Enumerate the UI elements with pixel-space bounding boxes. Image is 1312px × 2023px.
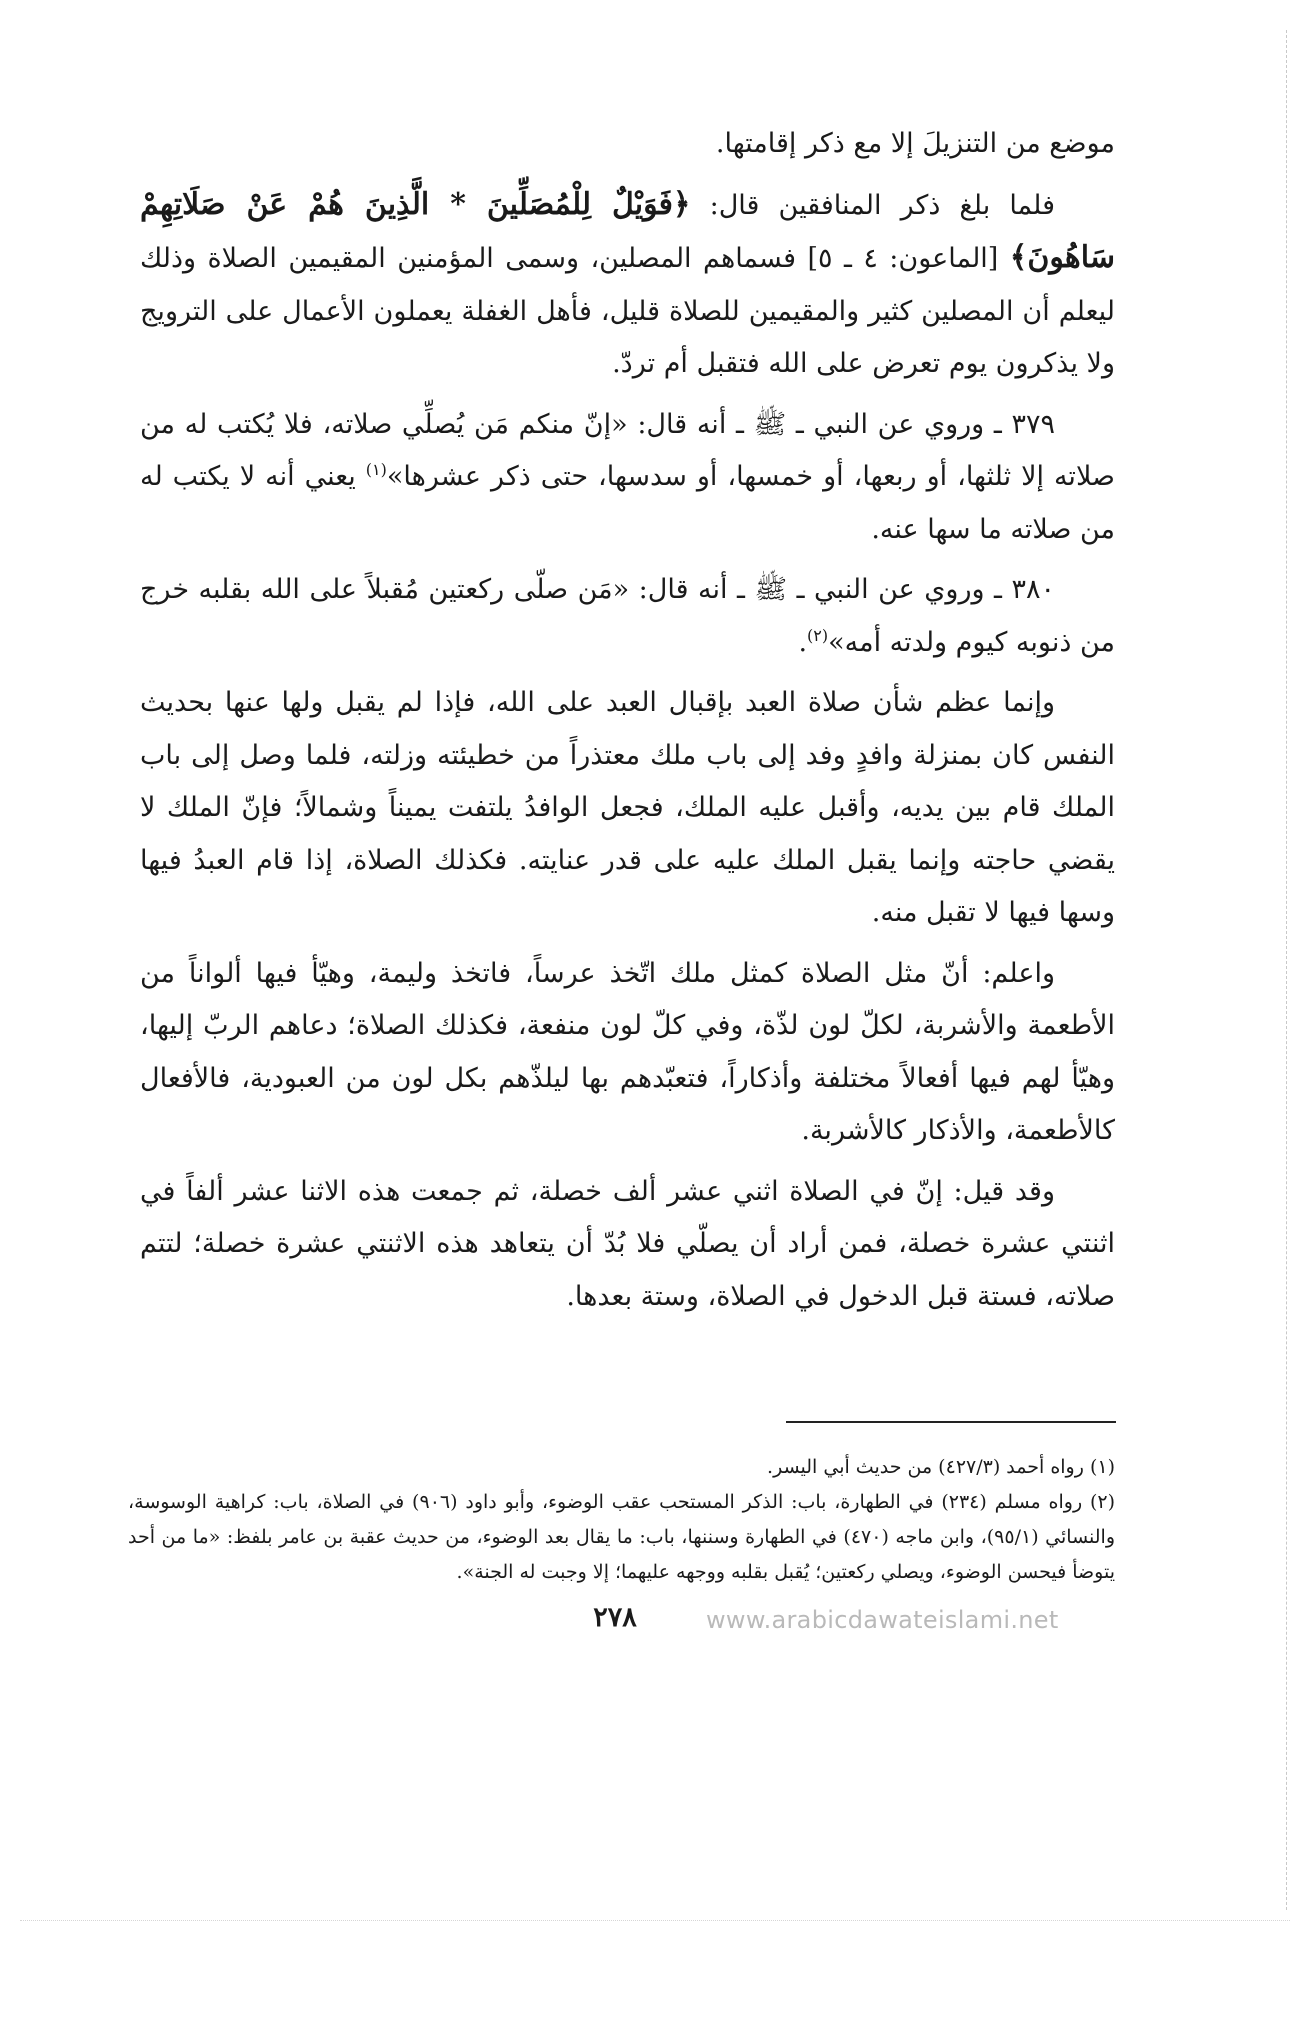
quran-verse: ﴿فَوَيْلٌ لِلْمُصَلِّينَ * الَّذِينَ هُمْ عَنْ صَلَاتِهِمْ سَاهُونَ﴾ [140, 186, 1116, 275]
scan-bottom-line [20, 1920, 1290, 1921]
hadith-380-text: ٣٨٠ ـ وروي عن النبي ـ ﷺ ـ أنه قال: «مَن صلّى ركعتين مُقبلاً على الله بقلبه خرج من ذنوبه كيوم ولدته أمه» [140, 574, 1115, 658]
footnote-1: (١) رواه أحمد (٤٢٧/٣) من حديث أبي اليسر. [767, 1456, 1115, 1478]
footnote-divider [786, 1421, 1116, 1423]
main-text [140, 118, 1115, 1331]
hadith-379-end: يعني أنه لا يكتب له من صلاته ما سها عنه. [140, 461, 1115, 545]
paragraph-2-rest: [الماعون: ٤ ـ ٥] فسماهم المصلين، وسمى المؤمنين المقيمين الصلاة وذلك ليعلم أن المصلين كثير والمقيمين للصلاة قليل، فأهل الغفلة يعملون الأعمال على الترويج ولا يذكرون يوم تعرض على الله فتقبل أم تردّ. [140, 243, 1115, 379]
watermark-url: www.arabicdawateislami.net [706, 1606, 1059, 1634]
hadith-380-end: . [798, 626, 808, 658]
paragraph-1: موضع من التنزيلَ إلا مع ذكر إقامتها. [715, 128, 1115, 159]
footnotes [128, 1450, 1115, 1590]
footnote-ref-2[interactable]: (٢) [807, 625, 829, 645]
hadith-380 [140, 564, 1115, 669]
footnote-ref-1[interactable]: (١) [365, 460, 387, 479]
page-number: ٢٧٨ [593, 1602, 637, 1633]
paragraph-2-intro: فلما بلغ ذكر المنافقين قال: [690, 189, 1055, 221]
paragraph-5: وإنما عظم شأن صلاة العبد بإقبال العبد على الله، فإذا لم يقبل ولها عنها بحديث النفس كان بمنزلة وافدٍ وفد إلى باب ملك معتذراً من خطيئته وزلته، فلما وصل إلى باب الملك قام بين يديه، وأقبل عليه الملك، فجعل الوافدُ يلتفت يميناً وشمالاً؛ فإنّ الملك لا يقضي حاجته وإنما يقبل الملك عليه على قدر عنايته. فكذلك الصلاة، إذا قام العبدُ فيها وسها فيها لا تقبل منه. [140, 687, 1115, 928]
hadith-379-text: ٣٧٩ ـ وروي عن النبي ـ ﷺ ـ أنه قال: «إنّ منكم مَن يُصلِّي صلاته، فلا يُكتب له من صلاته إلا ثلثها، أو ربعها، أو خمسها، أو سدسها، حتى ذكر عشرها» [140, 408, 1115, 492]
paragraph-6: واعلم: أنّ مثل الصلاة كمثل ملك اتّخذ عرساً، فاتخذ وليمة، وهيّأ فيها ألواناً من الأطعمة والأشربة، لكلّ لون لذّة، وفي كلّ لون منفعة، فكذلك الصلاة؛ دعاهم الربّ إليها، وهيّأ لهم فيها أفعالاً مختلفة وأذكاراً، فتعبّدهم بها ليلذّهم بكل لون من العبودية، فالأفعال كالأطعمة، والأذكار كالأشربة. [140, 957, 1115, 1146]
hadith-379 [140, 399, 1115, 557]
scan-edge-line [1286, 30, 1287, 1910]
paragraph-7: وقد قيل: إنّ في الصلاة اثني عشر ألف خصلة، ثم جمعت هذه الاثنا عشر ألفاً في اثنتي عشرة خصلة، فمن أراد أن يصلّي فلا بُدّ أن يتعاهد هذه الاثنتي عشرة خصلة؛ لتتم صلاته، فستة قبل الدخول في الصلاة، وستة بعدها. [140, 1175, 1115, 1312]
footnote-2: (٢) رواه مسلم (٢٣٤) في الطهارة، باب: الذكر المستحب عقب الوضوء، وأبو داود (٩٠٦) في الصلاة، باب: كراهية الوسوسة، والنسائي (٩٥/١)، وابن ماجه (٤٧٠) في الطهارة وسننها، باب: ما يقال بعد الوضوء، من حديث عقبة بن عامر بلفظ: «ما من أحد يتوضأ فيحسن الوضوء، ويصلي ركعتين؛ يُقبل بقلبه ووجهه عليهما؛ إلا وجبت له الجنة». [128, 1491, 1116, 1583]
paragraph-2 [140, 179, 1115, 391]
